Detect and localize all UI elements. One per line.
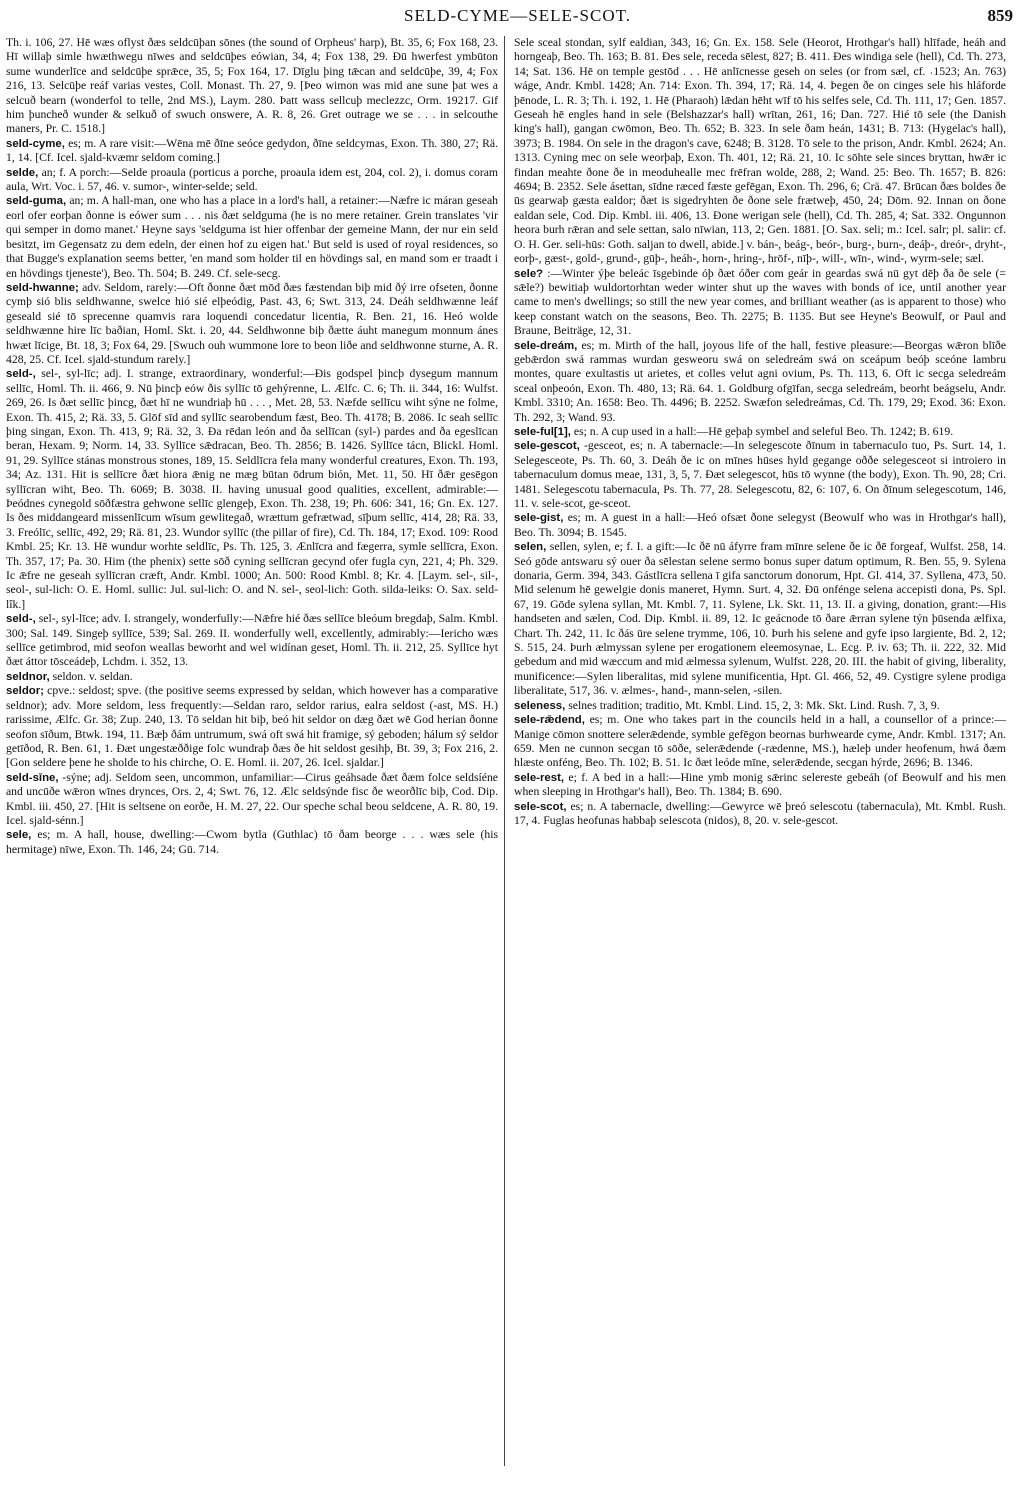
dictionary-entry	[6, 137, 498, 166]
dictionary-entry	[6, 771, 498, 829]
entry-text: es; m. A hall, house, dwelling:—Cwom bytla (Guthlac) tō ðam beorge . . . wæs sele (his hermitage) nīwe, Exon. Th. 146, 24; Gū. 714.	[6, 828, 498, 856]
entry-text: Sele sceal stondan, sylf ealdian, 343, 16; Gn. Ex. 158. Sele (Heorot, Hrothgar's hall) hlīfade, heáh and horngeaþ, Beo. Th. 163; B. 81. Ðes sele, receda sēlest, 827; B. 411. Ðes windiga sele (hell), Cd. Th. 273, 14; Sat. 136. Hē on temple gestōd . . . Hē anlīcnesse geseh on seles (or from sæl, cf. ˓1523; An. 763) wáge, Andr. Kmbl. 1428; An. 714: Exon. Th. 394, 17; Rä. 14, 4. Þegen ðe on cinges sele his hláforde þēnode, L. R. 3; Th. i. 192, 1. Hē (Pharaoh) lǣdan hēht wīf tō his selfes sele, Cd. Th. 111, 17; Gen. 1857. Geseah hē engles hand in sele (Belshazzar's hall) wrītan, 261, 16; Dan. 727. Hié tō sele (the Danish king's hall), gangan cwōmon, Beo. Th. 652; B. 323. In sele ðam heán, 1431; B. 713: (Hygelac's hall), 3973; B. 1984. On sele in the dragon's cave, 6248; B. 3128. Tō sele to the prison, Andr. Kmbl. 2624; An. 1313. Cyning mec on sele weorþaþ, Exon. Th. 401, 12; Rä. 21, 10. Ic sōhte sele sinces bryttan, hwǣr ic findan meahte ðone ðe in meoduhealle mec frēfran wolde, 288, 2; Wand. 25: Beo. Th. 1657; B. 826: 4694; B. 2352. Sele ásettan, sīdne ræced fæste gefēgan, Exon. Th. 296, 6; Crä. 47. Brūcan ðæs boldes ðe ūs gearwaþ gæsta ealdor; ðæt is sigedryhten ðe ðone sele frætweþ, 450, 24; Dōm. 92. Innan on ðone ealdan sele, Cod. Dip. Kmbl. iii. 406, 13. Ðone werigan sele (hell), Cd. Th. 285, 4; Sat. 332. Ongunnon heora burh rǣran and sele settan, salo nīwian, 113, 2; Gen. 1881. [O. Sax. seli; m.: Icel. salr; pl. salir: cf. O. H. Ger. seli-hūs: Goth. saljan to dwell, abide.] v. bán-, beág-, beór-, burg-, burn-, deáþ-, dreór-, dryht-, eorþ-, gæst-, gold-, grund-, gūþ-, heáh-, horn-, hring-, hrōf-, nīþ-, will-, wīn-, wind-, wyrm-sele; sæl.	[514, 36, 1006, 266]
entry-text: e; f. A bed in a hall:—Hine ymb monig sǣrinc selereste gebeáh (of Beowulf and his men when sleeping in Hrothgar's hall), Beo. Th. 1384; B. 690.	[514, 770, 1006, 799]
entry-text: cpve.: seldost; spve. (the positive seems expressed by seldan, which however has a comparative seldnor); adv. More seldom, less frequently:—Seldan raro, seldor rarius, ealra seldost (-ast, MS. H.) rarissime, Ælfc. Gr. 38; Zup. 240, 13. Tō seldan hit biþ, beó hit seldor on dæg ðæt wē God herian ðonne seofon sīðum, Btwk. 194, 11. Bæþ ðám untrumum, swá oft swá hit framige, sý geboden; hálum sý seldor getīðod, R. Ben. 61, 1. Ðæt ungestæððige folc wundraþ ðæs ðe hit seldost gesihþ, Bt. 39, 3; Fox 216, 2. [Gon seldere þene he sholde to his chirche, O. E. Homl. ii. 207, 26. Icel. sjaldar.]	[6, 684, 498, 770]
entry-headword: sele,	[6, 829, 32, 842]
dictionary-entry	[514, 699, 1006, 713]
entry-headword: seldnor,	[6, 670, 50, 683]
entry-text: sel-, syl-līc; adj. I. strange, extraordinary, wonderful:—Ðis godspel þincþ dysegum mannum sellīc, Homl. Th. ii. 466, 9. Nū þincþ eów ðis syllīc tō gehýrenne, L. Ælfc. C. 6; Th. ii. 344, 16: Wulfst. 269, 26. Is ðæt sellīc þincg, ðæt hī ne wundriaþ hū . . . , Met. 28, 53. Næfde sellīcu wiht sýne ne folme, Exon. Th. 415, 2; Rä. 33, 5. Glōf sīd and syllīc searobendum fæst, Beo. Th. 4178; B. 2086. Ic seah sellīc þing singan, Exon. Th. 413, 9; Rä. 32, 3. Ða rēdan león and ða sellīcan (syl-) pardes and ða egeslīcan beran, Hexam. 9; Norm. 14, 33. Syllīce sǣdracan, Beo. Th. 2856; B. 1426. Syllīce tácn, Blickl. Homl. 91, 29. Syllīce stánas monstrous stones, 189, 15. Seldlīcra fela many wonderful creatures, Exon. Th. 193, 34; Az. 131. Hit is sellīcre ðæt hiora ǣnig ne mæg būtan ōdrum bión, Met. 11, 50. Hī ðǣr gesēgon syllīcran wiht, Beo. Th. 6069; B. 3038. II. having unusual good qualities, excellent, admirable:—Þeódnes cynegold sōðfæstra gehwone sellīc glengeþ, Exon. Th. 238, 19; Ph. 606: 341, 16; Gn. Ex. 127. Is ðes middangeard missenlīcum wīsum gewlitegað, wrættum gefrætwad, sīþum sellīc, 414, 28; Rä. 33, 3. Freólīc, sellīc, 492, 29; Rä. 81, 23. Wundor syllīc (the pillar of fire), Cd. Th. 184, 17; Exod. 109: Rood Kmbl. 25; Kr. 13. Hē wundur worhte seldlīc, Ps. Th. 125, 3. Ænlīcra and fægerra, symle sellīcra, Exon. Th. 357, 17; Pa. 30. Him (the phenix) sette sōð cyning sellīcran gecynd ofer fugla cyn, 221, 4; Ph. 329. Ic ǣfre ne geseah syllīcran cræft, Andr. Kmbl. 1000; An. 500: Rood Kmbl. 8; Kr. 4. [Laym. sel-, sil-, seol-, sul-lich: O. E. Homl. sullic: Jul. sul-lich: O. and N. sel-, seol-lich: Goth. silda-leiks: O. Sax. seld-lîk.]	[6, 367, 498, 611]
dictionary-entry	[6, 670, 498, 684]
dictionary-entry	[514, 800, 1006, 829]
dictionary-entry	[6, 36, 498, 137]
dictionary-entry	[514, 267, 1006, 339]
dictionary-entry	[514, 713, 1006, 771]
entry-headword: seld-guma,	[6, 195, 67, 208]
page-header	[0, 4, 1035, 30]
dictionary-entry	[514, 439, 1006, 511]
dictionary-entry	[514, 339, 1006, 425]
entry-headword: sele?	[514, 267, 544, 280]
entry-headword: seld-hwanne;	[6, 281, 79, 294]
entry-text: es; n. A cup used in a hall:—Hē geþaþ symbel and seleful Beo. Th. 1242; B. 619.	[573, 424, 954, 438]
entry-text: Th. i. 106, 27. Hē wæs oflyst ðæs seldcūþan sōnes (the sound of Orpheus' harp), Bt. 35, 6; Fox 168, 23. Hī willaþ simle hwæthwegu nīwes and seldcūþes eówian, 34, 4; Fox 138, 29. Ðū hwerfest ymbūton sume wunderlīce and seldcūþe sprǣce, 35, 5; Fox 164, 17. Dīglu þing tǣcan and seldcūþe, 39, 4; Fox 216, 13. Selcūþe reáf varias vestes, Coll. Monast. Th. 27, 9. [Þeo wimon was mid ane sune þat wes a selcuð bearn (wonderfol to telle, 2nd MS.), Laym. 280. Þatt wass sellcuþ meclezzc, Orm. 19217. Gif him þuncheð wunder & selkuð of swuch onswere, A. R. 8, 26. Gret outrage we se . . . in selcouthe maners, Pr. C. 1518.]	[6, 36, 498, 136]
entry-text: es; m. Mirth of the hall, joyous life of the hall, festive pleasure:—Beorgas wǣron blīðe gebǣrdon swá rammas wurdan gesweoru swá on seledreám swá on sceápum beóþ sceóne lambru montes, quare exultastis ut arietes, et colles velut agni ovium, Ps. Th. 113, 6. Oft ic secga seledreám sceal onþeoón, Exon. Th. 480, 13; Rä. 64. 1. Goldburg ofgīfan, secga seledreám, beorht beágselu, Andr. Kmbl. 3310; An. 1658: Beo. Th. 4496; B. 2252. Swæfon seledreámas, Cd. Th. 179, 29; Exod. 36: Exon. Th. 292, 3; Wand. 93.	[514, 338, 1006, 424]
dictionary-entry	[6, 367, 498, 612]
entry-headword: seleness,	[514, 699, 566, 712]
entry-text: es; m. A rare visit:—Wēna mē ðīne seóce gedydon, ðīne seldcymas, Exon. Th. 380, 27; Rä. 1, 14. [Cf. Icel. sjald-kvæmr seldom coming.]	[6, 136, 498, 165]
entry-headword: sele-dreám,	[514, 339, 578, 352]
entry-headword: seld-,	[6, 613, 36, 626]
entry-headword: selen,	[514, 541, 547, 554]
entry-text: sellen, sylen, e; f. I. a gift:—Ic ðē nū áfyrre fram mīnre selene ðe ic ðē forgeaf, Wulfst. 258, 14. Seó gōde antswaru sý ouer ða sēlestan selene sermo bonus super datum optimum, R. Ben. 55, 9. Sylena donaria, Germ. 394, 343. Gástlīcra sellena ī gifa sanctorum donorum, Hpt. Gl. 414, 37. Syllena, 473, 50. Mid selenum hē gewelgie donis maneret, Hymn. Surt. 4, 32. Ðū onfénge selena accepisti dona, Ps. Spl. 67, 19. Gōde sylena syllan, Mt. Kmbl. 7, 11. Sylene, Lk. Skt. 11, 13. II. a giving, donation, grant:—His handseten and sælen, Cod. Dip. Kmbl. ii. 89, 12. Ic geácnode tō ðare ǣrran sylene týn þūsenda ælfixa, Chart. Th. 242, 11. Ic ðás ūre selene trymme, 106, 10. Þurh his selene and gyfe ipso largiente, Bd. 2, 12; S. 515, 24. Þurh ælmyssan sylene per erogationem eleemosynae, L. Ecg. P. iv. 63; Th. ii. 222, 32. Mid gebedum and mid wæccum and mid ælmessa sylenum, Wulfst. 228, 20. III. the habit of giving, liberality, munificence:—Sylen liberalitas, mid sylene munificentia, Hpt. Gl. 466, 52, 49. Cystigre sylene prodiga liberalitate, 517, 36. v. ælmes-, hand-, mann-selen, -silen.	[514, 540, 1006, 698]
entry-text: -gesceot, es; n. A tabernacle:—In selegescote ðīnum in tabernaculo tuo, Ps. Surt. 14, 1. Selegesceote, Ps. Th. 60, 3. Deáh ðe ic on mīnes hūses hyld gegange oððe selegesceot si introiero in tabernaculum domus meae, 131, 3, 5, 7. Ðæt selegescot, hūs tō wynne (the body), Exon. Th. 90, 28; Cri. 1481. Selegescotu tabernacula, Ps. Th. 77, 28. Selegescotu, 82, 6: 107, 6. On ðīnum selegescotum, 146, 11. v. sele-scot, ge-sceot.	[514, 439, 1006, 510]
entry-headword: sele-scot,	[514, 800, 567, 813]
dictionary-entry	[514, 36, 1006, 267]
entry-headword: sele-ful[1],	[514, 425, 571, 438]
dictionary-entry	[514, 425, 1006, 439]
entry-text: selnes tradition; traditio, Mt. Kmbl. Lind. 15, 2, 3: Mk. Skt. Lind. Rush. 7, 3, 9.	[568, 698, 940, 712]
entry-headword: seld-sīne,	[6, 771, 59, 784]
running-head: SELD-CYME—SELE-SCOT.	[404, 6, 631, 25]
entry-headword: seld-cyme,	[6, 137, 65, 150]
column-divider	[504, 36, 505, 1466]
entry-headword: sele-rest,	[514, 771, 565, 784]
entry-text: adv. Seldom, rarely:—Oft ðonne ðæt mōd ðæs fæstendan biþ mid ðý irre ofseten, ðonne cymþ sió blis seldhwanne, swelce hió sié elþeódig, Past. 43, 6; Swt. 313, 24. Deáh seldhwænne leáf geseald sié tō sprecenne quamvis rara loquendi concedatur licentia, R. Ben. 21, 16. Heó wolde seldhwænne hire līc baðian, Homl. Skt. i. 20, 44. Seldhwonne biþ ðætte áuht manegum monnum ánes hwæt līcige, Bt. 18, 3; Fox 64, 29. [Swuch ouh wummone lore to beon liðe and seldhwonne sturne, A. R. 428, 25. Cf. Icel. sjald-stundum rarely.]	[6, 280, 498, 366]
entry-text: sel-, syl-līce; adv. I. strangely, wonderfully:—Nǣfre hié ðæs sellīce bleóum bregdaþ, Salm. Kmbl. 300; Sal. 149. Singeþ syllīce, 539; Sal. 269. II. wonderfully well, excellently, admirably:—Iericho wæs sellīce getimbrod, mid seofon weallas beworht and wel widínan geset, Homl. Th. ii. 212, 25. Syllīce hyt ðæt áttor tōsceádeþ, Lchdm. i. 352, 13.	[6, 612, 498, 669]
entry-text: an; f. A porch:—Selde proaula (porticus a porche, proaula idem est, 204, col. 2), i. domus coram aula, Wrt. Voc. i. 57, 46. v. sumor-, winter-selde; seld.	[6, 165, 498, 194]
entry-headword: sele-gescot,	[514, 440, 580, 453]
dictionary-entry	[6, 281, 498, 367]
entry-headword: sele-rǣdend,	[514, 714, 585, 727]
entry-headword: seldor;	[6, 685, 44, 698]
right-column	[514, 36, 1006, 1486]
dictionary-entry	[6, 828, 498, 857]
entry-text: -sýne; adj. Seldom seen, uncommon, unfamiliar:—Cirus geáhsade ðæt ðæm folce seldsíéne and uncūðe wǣron wīnes drynces, Ors. 2, 4; Swt. 76, 12. Ælc seldsýnde fisc ðe weorðlīc biþ, Cod. Dip. Kmbl. iii. 450, 27. [Hit is seltsene on eorðe, H. M. 27, 22. Our speche schal beou seldcene, A. R. 80, 19. Icel. sjald-sénn.]	[6, 770, 498, 827]
dictionary-entry	[6, 194, 498, 280]
dictionary-entry	[6, 684, 498, 770]
dictionary-entry	[6, 612, 498, 670]
entry-text: an; m. A hall-man, one who has a place in a lord's hall, a retainer:—Næfre ic máran geseah eorl ofer eorþan ðonne is eówer sum . . . nis ðæt seldguma (he is no mere retainer. Grein translates 'vir qui semper in domo manet.' Heyne says 'seldguma ist hier offenbar der gemeine Mann, der nur ein seld besitzt, im Gegensatz zu dem edeln, der einen hof zu eigen hat.' But seld is used of royal residences, so that Bugge's explanation seems better, 'en mand som holder til en hövdings sal, en mand som er traadt i en hövdings tjeneste'), Beo. Th. 504; B. 249. Cf. sele-secg.	[6, 194, 498, 280]
dictionary-entry	[6, 166, 498, 195]
entry-text: es; m. A guest in a hall:—Heó ofsæt ðone selegyst (Beowulf who was in Hrothgar's hall), Beo. Th. 3094; B. 1545.	[514, 511, 1006, 539]
entry-text: es; m. One who takes part in the councils held in a hall, a counsellor of a prince:—Manige cōmon snottere selerǣdende, symble gefēgon beornas burhwearde cyme, Andr. Kmbl. 1317; An. 659. Men ne cunnon secgan tō sōðe, selerǣdende (-rædenne, MS.), hæleþ under heofenum, hwá ðæm hlæste onféng, Beo. Th. 102; B. 51. Ic ðæt leóde mīne, selerǣdende, secgan hýrde, 2696; B. 1346.	[514, 713, 1006, 770]
dictionary-entry	[514, 771, 1006, 800]
entry-text: es; n. A tabernacle, dwelling:—Gewyrce wē þreó selescotu (tabernacula), Mt. Kmbl. Rush. 17, 4. Fuglas heofunas habbaþ selescota (nidos), 8, 20. v. sele-gescot.	[514, 799, 1006, 827]
left-column	[6, 36, 498, 1486]
dictionary-entry	[514, 511, 1006, 540]
page-number: 859	[987, 6, 1013, 25]
entry-text: :—Winter ýþe beleác īsgebinde óþ ðæt óðer com geár in geardas swá nū gyt dēþ ða ðe sele (= sǣle?) bewitiaþ wuldortorhtan weder winter shut up the waves with bonds of ice, until another year came to men's dwellings; so still the new year comes, and brilliant weather (as is apparent to those) who keep constant watch on the seasons, Beo. Th. 2275; B. 1135. But see Heyne's Beowulf, or Paul and Braune, Beiträge, 12, 31.	[514, 266, 1006, 338]
entry-text: seldon. v. seldan.	[52, 669, 133, 683]
entry-headword: selde,	[6, 166, 39, 179]
dictionary-entry	[514, 540, 1006, 698]
entry-headword: sele-gist,	[514, 512, 564, 525]
entry-headword: seld-,	[6, 368, 36, 381]
